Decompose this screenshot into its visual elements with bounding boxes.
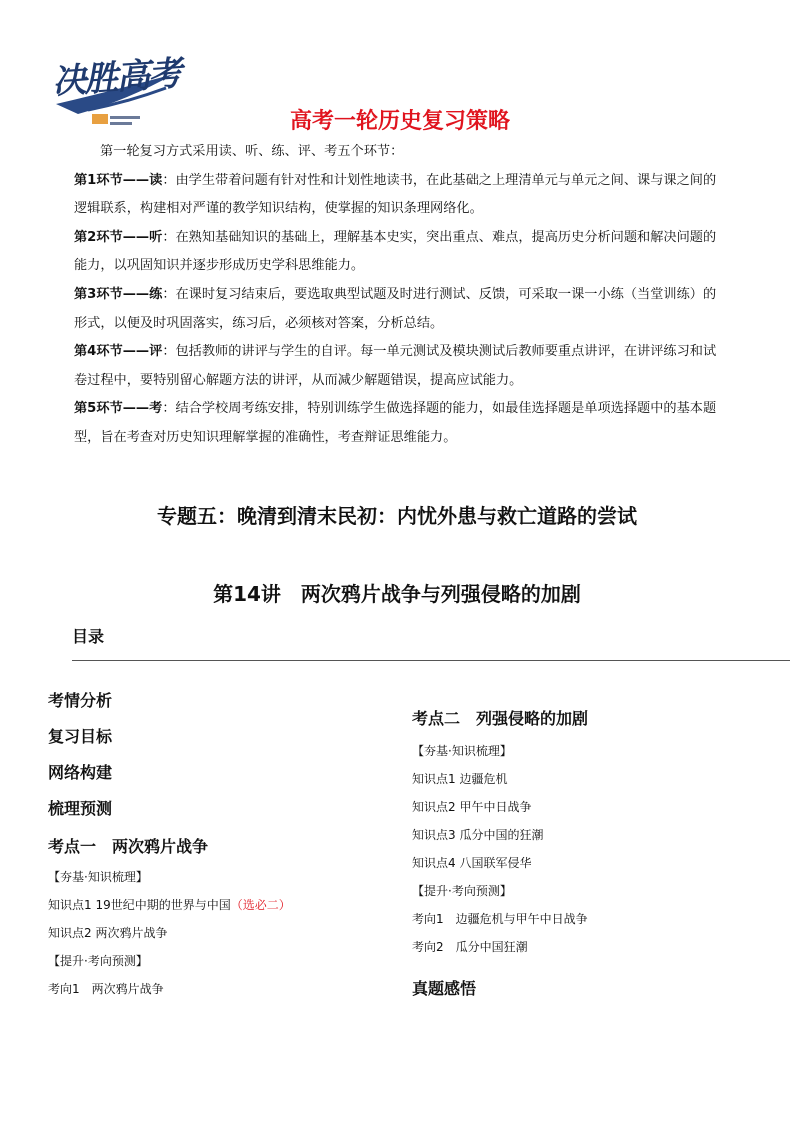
toc-label: 目录 <box>72 627 105 646</box>
toc-left-column <box>48 688 291 1008</box>
step-2-text: ：在熟知基础知识的基础上，理解基本史实，突出重点、难点，提高历史分析问题和解决问题的能力，以巩固知识并逐步形成历史学科思维能力。 <box>74 229 717 274</box>
step-5-text: ：结合学校周考练安排，特别训练学生做选择题的能力，如最佳选择题是单项选择题中的基本题型，旨在考查对历史知识理解掌握的准确性，考查辩证思维能力。 <box>74 401 717 445</box>
toc-right-column <box>412 706 588 1006</box>
toc-kp2-item2[interactable]: 知识点2 甲午中日战争 <box>412 800 532 814</box>
step-1-text: ：由学生带着问题有针对性和计划性地读书，在此基础之上理清单元与单元之间、课与课之间的逻辑联系，构建相对严谨的教学知识结构，使掌握的知识条理网络化。 <box>74 172 717 217</box>
step-4-label: 第4环节——评 <box>74 344 163 360</box>
step-1 <box>74 167 726 224</box>
step-2-label: 第2环节——听 <box>74 229 163 245</box>
step-4 <box>74 338 726 395</box>
toc-link-kp1[interactable]: 考点一 两次鸦片战争 <box>48 837 209 856</box>
toc-kp2-dir2[interactable]: 考向2 瓜分中国狂潮 <box>412 940 528 954</box>
toc-kp2-dir1[interactable]: 考向1 边疆危机与甲午中日战争 <box>412 912 588 926</box>
toc-link-goals[interactable]: 复习目标 <box>48 727 113 746</box>
step-4-text: ：包括教师的讲评与学生的自评。每一单元测试及模块测试后教师要重点讲评，在讲评练习和试卷过程中，要特别留心解题方法的讲评，从而减少解题错误，提高应试能力。 <box>74 344 717 388</box>
step-3 <box>74 281 726 338</box>
intro-section <box>74 138 726 453</box>
step-5 <box>74 395 726 452</box>
topic-title: 专题五：晚清到清末民初：内忧外患与救亡道路的尝试 <box>157 504 637 528</box>
intro-lead: 第一轮复习方式采用读、听、练、评、考五个环节： <box>100 144 404 159</box>
logo-text: 决胜高考 <box>51 53 182 103</box>
page-title: 高考一轮历史复习策略 <box>289 109 510 134</box>
step-5-label: 第5环节——考 <box>74 401 163 417</box>
toc-kp1-sub1: 【夯基·知识梳理】 <box>48 870 148 884</box>
toc-link-analysis[interactable]: 考情分析 <box>48 691 113 710</box>
toc-kp2-sub2: 【提升·考向预测】 <box>412 884 512 898</box>
toc-link-kp2[interactable]: 考点二 列强侵略的加剧 <box>412 709 589 728</box>
toc-kp1-sub2: 【提升·考向预测】 <box>48 954 148 968</box>
toc-kp1-item1-note: （选必二） <box>230 898 291 912</box>
toc-kp2-sub1: 【夯基·知识梳理】 <box>412 744 512 758</box>
toc-kp1-item2[interactable]: 知识点2 两次鸦片战争 <box>48 926 168 940</box>
toc-kp1-item1-text: 知识点1 19世纪中期的世界与中国 <box>48 898 231 912</box>
toc-kp2-item1[interactable]: 知识点1 边疆危机 <box>412 772 508 786</box>
toc-divider <box>72 660 790 661</box>
lecture-title: 第14讲 两次鸦片战争与列强侵略的加剧 <box>213 582 581 606</box>
toc-link-network[interactable]: 网络构建 <box>48 763 113 782</box>
step-3-text: ：在课时复习结束后，要选取典型试题及时进行测试、反馈，可采取一课一小练（当堂训练）的形式，以便及时巩固落实，练习后，必须核对答案，分析总结。 <box>74 286 717 331</box>
toc-link-real-exam[interactable]: 真题感悟 <box>412 979 477 998</box>
toc-kp2-item3[interactable]: 知识点3 瓜分中国的狂潮 <box>412 828 544 842</box>
step-2 <box>74 224 726 281</box>
toc-link-review[interactable]: 梳理预测 <box>48 799 113 818</box>
step-3-label: 第3环节——练 <box>74 286 163 302</box>
toc-kp2-item4[interactable]: 知识点4 八国联军侵华 <box>412 856 532 870</box>
toc-kp1-item1[interactable] <box>48 896 291 924</box>
toc-kp1-item3[interactable]: 考向1 两次鸦片战争 <box>48 982 164 996</box>
step-1-label: 第1环节——读 <box>74 172 163 188</box>
